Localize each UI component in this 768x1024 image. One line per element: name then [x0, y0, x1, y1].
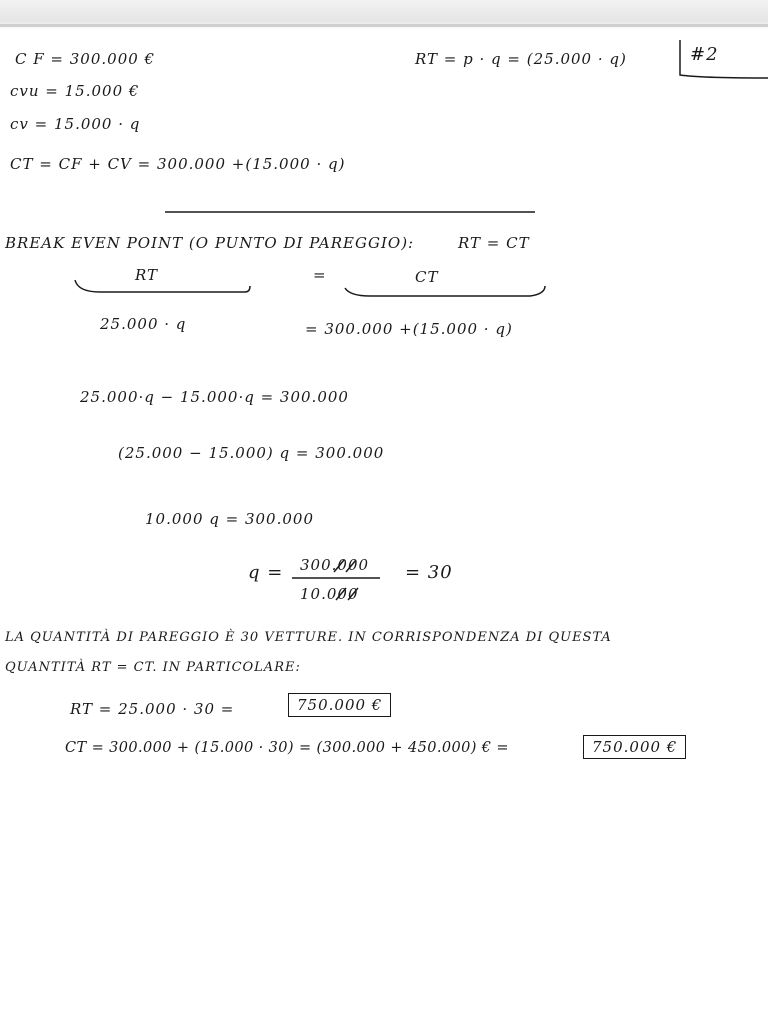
equation-3: (25.000 − 15.000) q = 300.000: [118, 444, 385, 462]
ct-label: CT: [415, 268, 439, 286]
rt-result-box: 750.000 €: [288, 693, 391, 717]
cv-definition: cv = 15.000 · q: [10, 115, 141, 133]
q-denominator: 10.000: [300, 585, 359, 603]
equals-sign: =: [313, 266, 327, 284]
q-numerator: 300.000: [300, 556, 370, 574]
q-label: q =: [248, 562, 284, 583]
cf-definition: C F = 300.000 €: [15, 50, 156, 68]
page-tag: #2: [690, 44, 719, 65]
rt-underbrace: [75, 280, 250, 292]
equation-1-left: 25.000 · q: [100, 315, 187, 333]
break-even-condition: RT = CT: [458, 234, 530, 252]
rt-label: RT: [135, 266, 159, 284]
ct-underbrace: [345, 286, 545, 296]
break-even-heading: BREAK EVEN POINT (O PUNTO DI PAREGGIO):: [5, 234, 415, 252]
q-result: = 30: [405, 562, 453, 583]
ct-calculation: CT = 300.000 + (15.000 · 30) = (300.000 + 450.000) € =: [65, 740, 509, 756]
conclusion-line-2: QUANTITÀ RT = CT. IN PARTICOLARE:: [5, 660, 301, 675]
equation-1-right: = 300.000 +(15.000 · q): [305, 320, 513, 338]
equation-4: 10.000 q = 300.000: [145, 510, 314, 528]
rt-definition: RT = p · q = (25.000 · q): [415, 50, 627, 68]
rt-calculation: RT = 25.000 · 30 =: [70, 700, 235, 718]
ct-definition: CT = CF + CV = 300.000 +(15.000 · q): [10, 155, 346, 173]
conclusion-line-1: LA QUANTITÀ DI PAREGGIO È 30 VETTURE. IN CORRISPONDENZA DI QUESTA: [5, 630, 612, 645]
equation-2: 25.000·q − 15.000·q = 300.000: [80, 388, 349, 406]
cvu-definition: cvu = 15.000 €: [10, 82, 140, 100]
ct-result-box: 750.000 €: [583, 735, 686, 759]
